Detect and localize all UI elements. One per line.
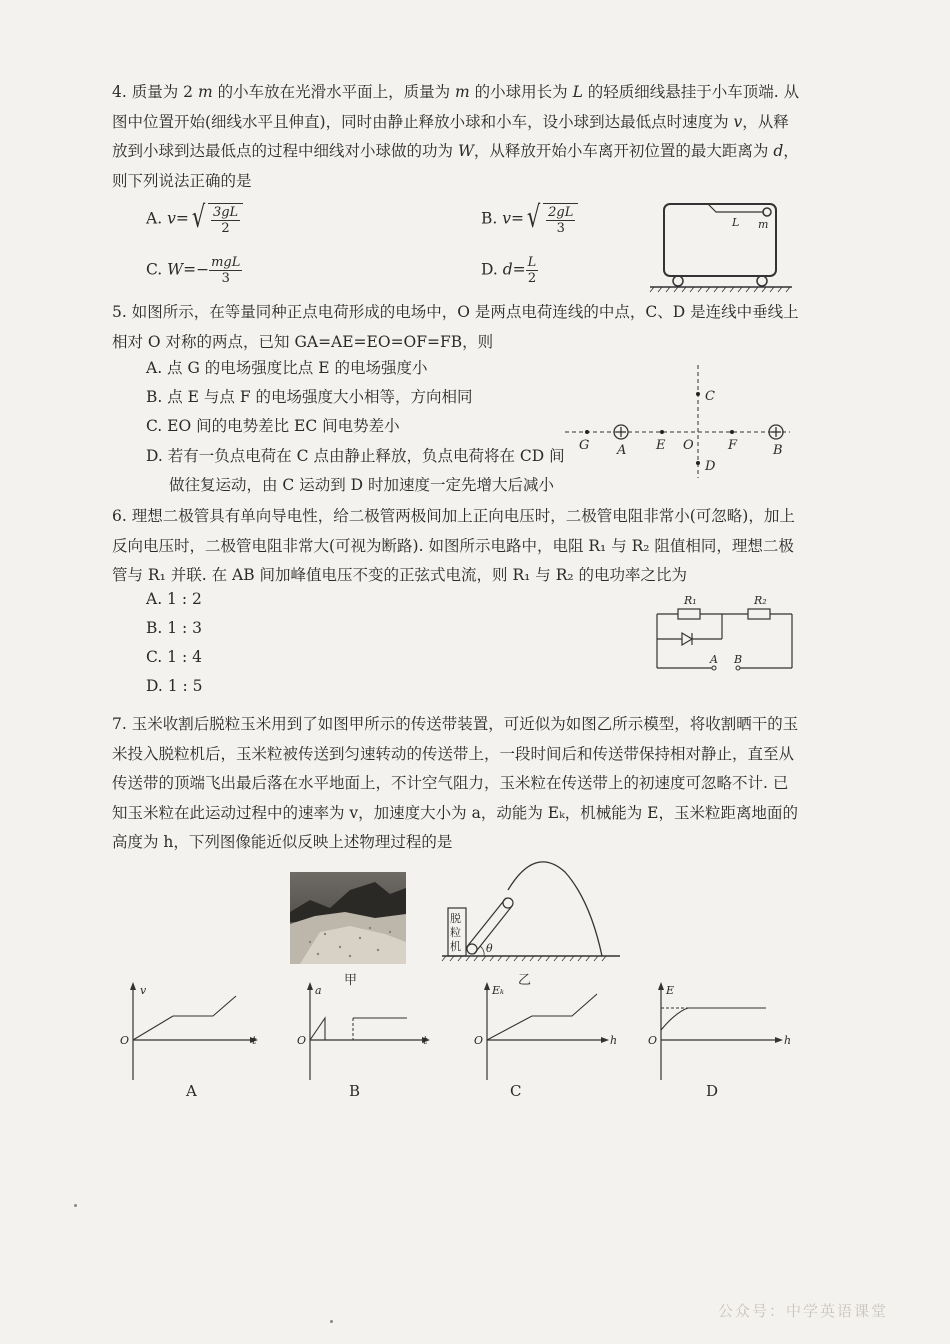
q7-stem: 7. 玉米收割后脱粒玉米用到了如图甲所示的传送带装置，可近似为如图乙所示模型，将收割晒干的玉米投入脱粒机后，玉米粒被传送到匀速转动的传送带上，一段时间后和传送带保持相对静止，直至从传送带的顶端飞出最后落在水平地面上，不计空气阻力，玉米粒在传送带上的初速度可忽略不计. 已知玉米粒在此运动过程中的速率为 v，加速度大小为 a，动能为 Eₖ，机械能为 E，玉米粒距离地面的高度为 h，下列图像能近似反映上述物理过程的是 bbox=[112, 715, 799, 851]
q4-stem: ，从释放到小球到达最低点的过程中细线对小球做的功为 bbox=[112, 112, 789, 160]
q6-option-d: D. 1 : 5 bbox=[146, 677, 203, 695]
q7-graph-d bbox=[646, 982, 796, 1082]
q4-option-b: B. v=√ $\frac{2gL}{3}$ bbox=[481, 203, 578, 236]
q6-circuit-figure bbox=[652, 592, 797, 677]
q7-graph-b-ylabel: a bbox=[315, 984, 322, 997]
q6-label-A: A bbox=[710, 653, 718, 666]
q4-stem: 的小车放在光滑水平面上，质量为 bbox=[212, 83, 456, 101]
q4-cart-figure bbox=[650, 196, 800, 296]
q7-graph-c-origin: O bbox=[474, 1034, 484, 1047]
q7-model-yi bbox=[440, 860, 625, 965]
q4-var-W: W bbox=[457, 142, 474, 160]
q7-graph-d-origin: O bbox=[648, 1034, 658, 1047]
question-7 bbox=[112, 710, 802, 858]
q7-graph-c-ylabel: Eₖ bbox=[492, 984, 505, 997]
q4-stem: 的小球用长为 bbox=[469, 83, 573, 101]
q7-graph-a bbox=[118, 982, 268, 1082]
q6-option-c: C. 1 : 4 bbox=[146, 648, 202, 666]
q5-label-O: O bbox=[683, 438, 694, 453]
q7-graph-b bbox=[295, 982, 445, 1082]
q4-option-d: D. d= $\frac{L}{2}$ bbox=[481, 255, 537, 286]
q7-label-jia: 甲 bbox=[344, 973, 358, 988]
watermark: 公众号：中学英语课堂 bbox=[717, 1302, 888, 1320]
q6-stem: 6. 理想二极管具有单向导电性，给二极管两极间加上正向电压时，二极管电阻非常小(可忽略)，加上反向电压时，二极管电阻非常大(可视为断路). 如图所示电路中，电阻 R₁ 与 R₂ 阻值相同，理想二极管与 R₁ 并联. 在 AB 间加峰值电压不变的正弦式电流，则 R₁ 与 R₂ 的电功率之比为 bbox=[112, 507, 795, 584]
q4-var-v: v bbox=[733, 112, 743, 131]
q4-stem: ，则下列说法正确的是 bbox=[112, 142, 799, 190]
q5-option-d-cont: 做往复运动，由 C 运动到 D 时加速度一定先增大后减小 bbox=[169, 476, 554, 494]
q6-label-R2: R₂ bbox=[754, 594, 767, 607]
q4-fig-label-L: L bbox=[732, 216, 740, 229]
q7-graph-a-origin: O bbox=[120, 1034, 130, 1047]
q5-label-E: E bbox=[656, 438, 666, 453]
q7-theta: θ bbox=[486, 942, 493, 955]
q5-option-d: D. 若有一负点电荷在 C 点由静止释放，负点电荷将在 CD 间 bbox=[146, 447, 565, 465]
q5-label-F: F bbox=[728, 438, 738, 453]
q4-var-L: L bbox=[572, 83, 583, 101]
q7-graph-a-xlabel: t bbox=[252, 1034, 257, 1047]
q7-machine-char-2: 粒 bbox=[450, 926, 461, 939]
q5-label-A: A bbox=[617, 443, 627, 458]
q4-var-m: m bbox=[197, 83, 213, 101]
q5-stem: 5. 如图所示，在等量同种正点电荷形成的电场中，O 是两点电荷连线的中点，C、D 是连线中垂线上相对 O 对称的两点，已知 GA=AE=EO=OF=FB，则 bbox=[112, 303, 799, 351]
q7-graph-a-label: A bbox=[186, 1082, 197, 1100]
q4-fig-label-m: m bbox=[758, 218, 769, 231]
q4-var-m: m bbox=[455, 83, 470, 101]
q4-stem: 的轻质细线悬挂于小车顶端. 从图中位置开始(细线水平且伸直)，同时由静止释放小球和小车，设小球到达最低点时速度为 bbox=[112, 83, 800, 131]
q4-option-c: C. W=− $\frac{\text{mgL}}{3}$ bbox=[146, 255, 241, 286]
q5-option-b: B. 点 E 与点 F 的电场强度大小相等，方向相同 bbox=[146, 388, 473, 406]
q5-label-G: G bbox=[579, 438, 590, 453]
q6-label-R1: R₁ bbox=[684, 594, 697, 607]
q7-graph-c-xlabel: h bbox=[610, 1034, 618, 1047]
q7-photo-jia bbox=[290, 872, 406, 964]
q4-var-d: d bbox=[773, 142, 784, 160]
question-6 bbox=[112, 502, 802, 591]
q7-graph-b-label: B bbox=[349, 1082, 361, 1100]
q7-graph-d-label: D bbox=[706, 1082, 719, 1100]
q7-label-yi: 乙 bbox=[518, 973, 532, 988]
q5-charge-figure bbox=[565, 360, 795, 480]
scan-speck bbox=[74, 1204, 77, 1207]
q7-graph-a-ylabel: v bbox=[140, 984, 147, 997]
q5-option-a: A. 点 G 的电场强度比点 E 的电场强度小 bbox=[146, 359, 428, 377]
q4-stem: ，从释放开始小车离开初位置的最大距离为 bbox=[473, 142, 774, 160]
question-4 bbox=[112, 78, 802, 196]
q6-label-B: B bbox=[734, 653, 743, 666]
q7-graph-d-xlabel: h bbox=[784, 1034, 792, 1047]
q4-stem: 4. 质量为 2 bbox=[112, 83, 194, 101]
q6-option-b: B. 1 : 3 bbox=[146, 619, 203, 637]
q7-machine-char-1: 脱 bbox=[450, 912, 461, 925]
q7-graph-b-origin: O bbox=[297, 1034, 307, 1047]
q7-machine-char-3: 机 bbox=[450, 940, 461, 953]
q7-graph-c bbox=[472, 982, 622, 1082]
q7-graph-c-label: C bbox=[510, 1082, 522, 1100]
q6-option-a: A. 1 : 2 bbox=[146, 590, 202, 608]
q7-graph-d-ylabel: E bbox=[666, 984, 675, 997]
scan-speck bbox=[330, 1320, 333, 1323]
q4-option-a: A. v=√ $\frac{3gL}{2}$ bbox=[146, 203, 243, 236]
q5-option-c: C. EO 间的电势差比 EC 间电势差小 bbox=[146, 417, 400, 435]
q5-label-B: B bbox=[773, 443, 783, 458]
q5-label-D: D bbox=[705, 459, 716, 474]
q5-label-C: C bbox=[705, 389, 715, 404]
q7-graph-b-xlabel: t bbox=[423, 1034, 428, 1047]
question-5 bbox=[112, 298, 802, 357]
